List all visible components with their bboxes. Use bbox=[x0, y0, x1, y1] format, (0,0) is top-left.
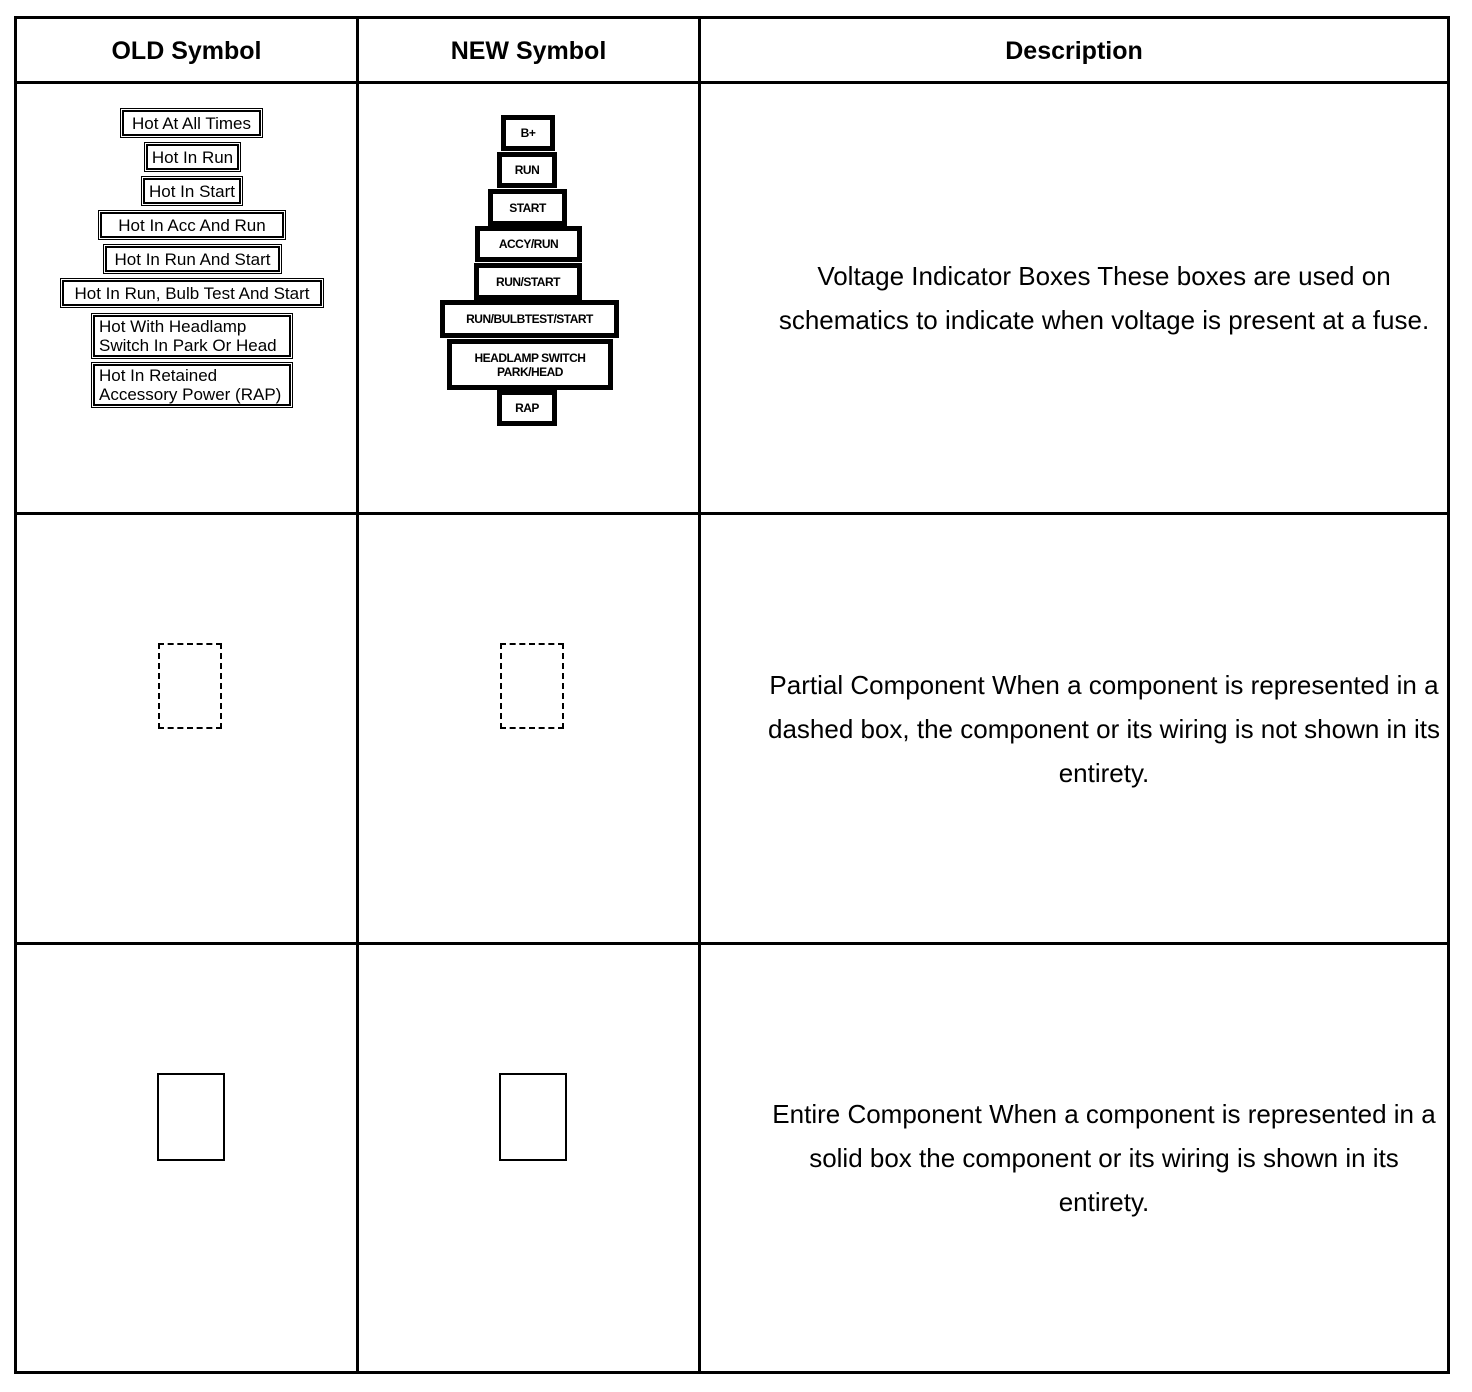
old-voltage-box bbox=[122, 110, 261, 136]
new-voltage-label: HEADLAMP SWITCH bbox=[474, 350, 586, 365]
new-voltage-label: START bbox=[493, 194, 562, 221]
old-solid-box-symbol bbox=[157, 1073, 225, 1161]
description-voltage-indicator bbox=[701, 84, 1472, 512]
new-voltage-label: PARK/HEAD bbox=[497, 364, 563, 379]
old-voltage-box bbox=[143, 178, 241, 204]
old-voltage-label: Hot In Start bbox=[149, 181, 235, 201]
old-dashed-box-symbol bbox=[158, 643, 222, 729]
old-voltage-box bbox=[105, 246, 280, 272]
description-entire-component bbox=[701, 945, 1472, 1371]
description-partial-component bbox=[701, 515, 1472, 942]
new-voltage-label: ACCY/RUN bbox=[480, 231, 577, 257]
new-voltage-box bbox=[488, 189, 567, 226]
old-voltage-label: Accessory Power (RAP) bbox=[99, 385, 282, 404]
new-solid-box-symbol bbox=[499, 1073, 567, 1161]
header-new-symbol: NEW Symbol bbox=[450, 36, 607, 65]
new-voltage-box bbox=[497, 152, 557, 188]
description-text: Voltage Indicator Boxes These boxes are used on schematics to indicate when voltage is present at a fuse. bbox=[778, 261, 1430, 335]
old-voltage-box bbox=[100, 212, 284, 238]
new-voltage-box bbox=[475, 226, 582, 262]
old-voltage-label: Hot In Run, Bulb Test And Start bbox=[74, 283, 310, 303]
new-voltage-label: RAP bbox=[502, 395, 552, 421]
old-voltage-box bbox=[62, 280, 322, 306]
header-description: Description bbox=[1005, 36, 1143, 65]
new-voltage-box bbox=[440, 300, 619, 338]
old-voltage-box bbox=[93, 364, 291, 406]
new-voltage-label: RUN bbox=[502, 157, 552, 183]
new-voltage-label: RUN/START bbox=[479, 268, 577, 295]
symbol-table bbox=[14, 16, 1450, 1374]
new-voltage-box bbox=[501, 115, 555, 151]
old-voltage-label: Hot In Retained bbox=[99, 366, 218, 385]
old-voltage-label: Hot At All Times bbox=[131, 113, 252, 133]
new-voltage-box bbox=[474, 263, 582, 300]
column-divider bbox=[356, 19, 359, 1371]
old-voltage-label: Hot In Run And Start bbox=[114, 249, 271, 269]
new-voltage-box bbox=[497, 390, 557, 426]
old-voltage-label: Hot In Run bbox=[151, 147, 234, 167]
new-voltage-label: RUN/BULBTEST/START bbox=[445, 305, 614, 333]
old-voltage-label: Switch In Park Or Head bbox=[99, 336, 277, 355]
new-voltage-label: B+ bbox=[506, 120, 550, 146]
old-voltage-box bbox=[93, 315, 291, 357]
old-voltage-label: Hot With Headlamp bbox=[99, 317, 247, 336]
old-voltage-box bbox=[146, 144, 239, 170]
old-voltage-label: Hot In Acc And Run bbox=[118, 215, 266, 235]
description-text: Partial Component When a component is represented in a dashed box, the component or its wiring is not shown in its entirety. bbox=[767, 669, 1441, 788]
new-dashed-box-symbol bbox=[500, 643, 564, 729]
header-old-symbol: OLD Symbol bbox=[111, 36, 262, 65]
description-text: Entire Component When a component is represented in a solid box the component or its wiring is shown in its entirety. bbox=[772, 1099, 1436, 1217]
new-voltage-box bbox=[447, 339, 613, 390]
new-voltage-label-group bbox=[452, 344, 608, 385]
